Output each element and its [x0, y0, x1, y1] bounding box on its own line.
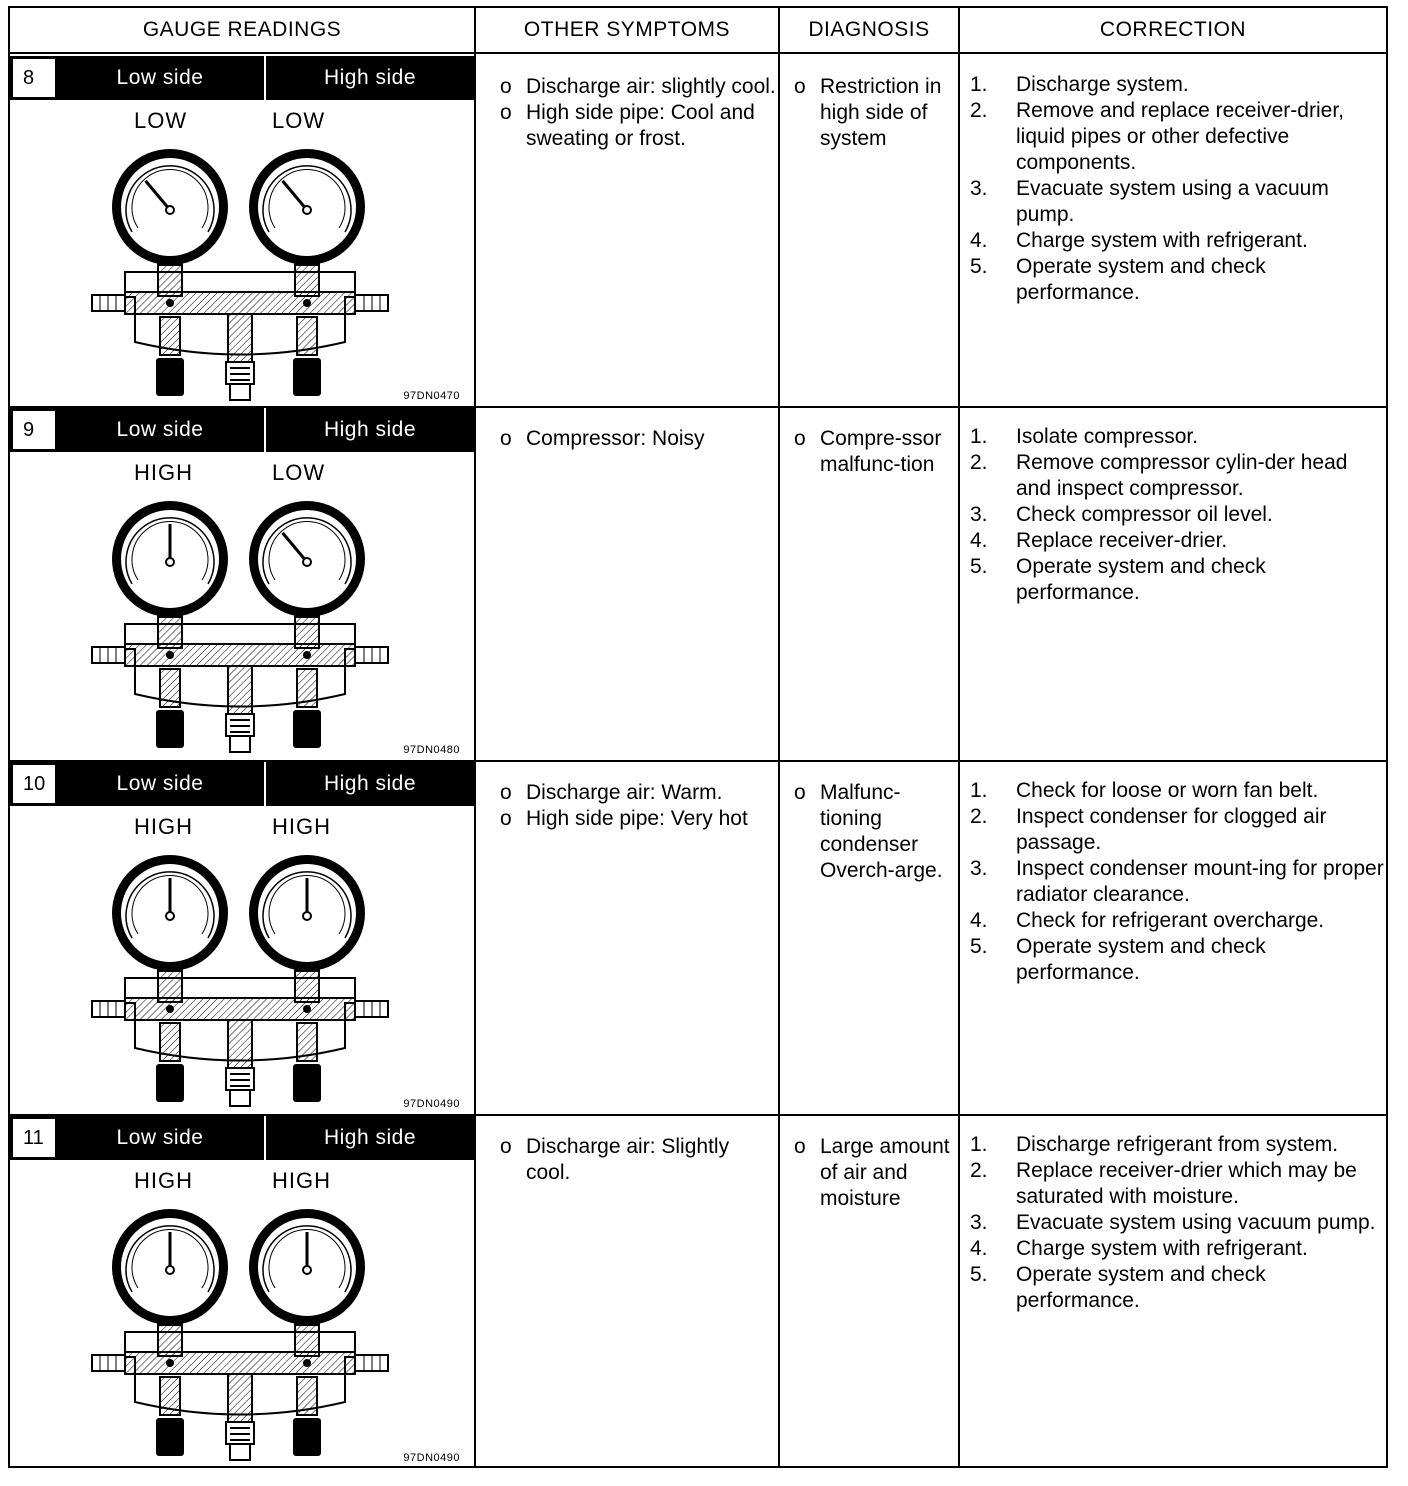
low-gauge-reading: LOW	[134, 108, 188, 133]
step-text: Charge system with refrigerant.	[1016, 229, 1308, 252]
correction-cell	[970, 778, 1384, 1130]
correction-step	[970, 804, 1384, 856]
bullet-marker: o	[794, 1135, 806, 1158]
low-side-label: Low side	[116, 418, 204, 441]
correction-step	[970, 1236, 1384, 1262]
correction-cell	[970, 1132, 1384, 1484]
low-valve-knob	[156, 710, 184, 748]
low-valve-dot	[166, 299, 174, 307]
low-valve-knob	[156, 1418, 184, 1456]
step-text: Discharge refrigerant from system.	[1016, 1133, 1339, 1156]
bullet-marker: o	[794, 781, 806, 804]
correction-step	[970, 98, 1384, 176]
bullet-marker: o	[500, 781, 512, 804]
step-text: Check compressor oil level.	[1016, 503, 1273, 526]
step-text: Evacuate system using a vacuum pump.	[1016, 177, 1329, 226]
low-gauge-stem	[158, 1322, 182, 1356]
bullet-marker: o	[500, 807, 512, 830]
symptom-text: Discharge air: slightly cool.	[526, 75, 776, 98]
manifold-gauge-illustration	[10, 132, 474, 402]
center-hose-nipple	[230, 1444, 250, 1460]
figure-code: 97DN0490	[403, 1098, 460, 1110]
symptom-text: Discharge air: Warm.	[526, 781, 723, 804]
diagnosis-text: Restriction in high side of system	[820, 75, 942, 150]
bullet-marker: o	[794, 427, 806, 450]
correction-step	[970, 856, 1384, 908]
step-number: 3.	[970, 857, 988, 880]
correction-step	[970, 778, 1384, 804]
figure-code: 97DN0480	[403, 744, 460, 756]
symptom-list	[496, 1134, 776, 1186]
low-valve-body	[160, 1377, 180, 1415]
symptom-list	[496, 426, 776, 452]
bullet-marker: o	[500, 101, 512, 124]
high-valve-knob	[293, 710, 321, 748]
low-side-label: Low side	[116, 1126, 204, 1149]
high-valve-knob	[293, 358, 321, 396]
low-valve-dot	[166, 1005, 174, 1013]
low-gauge-stem	[158, 614, 182, 648]
high-valve-dot	[303, 651, 311, 659]
step-text: Discharge system.	[1016, 73, 1189, 96]
high-valve-body	[297, 1023, 317, 1061]
symptom-item	[496, 1134, 776, 1186]
center-passage	[228, 666, 252, 714]
step-text: Operate system and check performance.	[1016, 555, 1266, 604]
correction-step	[970, 424, 1384, 450]
symptom-item	[496, 100, 776, 152]
low-valve-knob	[156, 1064, 184, 1102]
correction-step	[970, 1132, 1384, 1158]
center-hose-nipple	[230, 1090, 250, 1106]
step-number: 2.	[970, 99, 988, 122]
low-gauge-reading: HIGH	[134, 1168, 193, 1193]
high-gauge-reading: HIGH	[272, 814, 331, 839]
high-valve-dot	[303, 1005, 311, 1013]
symptom-item	[496, 780, 776, 806]
high-gauge-stem	[295, 968, 319, 1002]
correction-list	[970, 1132, 1384, 1314]
high-gauge-reading: LOW	[272, 460, 326, 485]
correction-step	[970, 908, 1384, 934]
low-valve-body	[160, 317, 180, 355]
symptom-text: Compressor: Noisy	[526, 427, 705, 450]
row-number: 8	[12, 58, 56, 98]
diagnosis-item	[790, 74, 956, 152]
high-valve-dot	[303, 1359, 311, 1367]
correction-list	[970, 424, 1384, 606]
symptom-item	[496, 426, 776, 452]
other-symptoms-cell	[496, 426, 776, 778]
correction-step	[970, 450, 1384, 502]
step-text: Inspect condenser mount-ing for proper radiator clearance.	[1016, 857, 1384, 906]
step-number: 5.	[970, 1263, 988, 1286]
low-gauge-stem	[158, 262, 182, 296]
high-gauge-stem	[295, 614, 319, 648]
center-passage	[228, 1374, 252, 1422]
high-side-label: High side	[323, 418, 417, 441]
correction-step	[970, 228, 1384, 254]
step-number: 2.	[970, 805, 988, 828]
table-row	[10, 762, 1386, 1114]
diagnosis-item	[790, 426, 956, 478]
step-number: 3.	[970, 1211, 988, 1234]
correction-step	[970, 1210, 1384, 1236]
row-number: 11	[12, 1118, 56, 1158]
low-gauge-reading: HIGH	[134, 460, 193, 485]
bullet-marker: o	[500, 75, 512, 98]
low-valve-dot	[166, 651, 174, 659]
other-symptoms-cell	[496, 1134, 776, 1486]
diagnosis-cell	[790, 426, 956, 778]
low-gauge-stem	[158, 968, 182, 1002]
step-number: 5.	[970, 555, 988, 578]
step-number: 4.	[970, 1237, 988, 1260]
table-header	[10, 8, 1386, 54]
step-number: 2.	[970, 1159, 988, 1182]
step-number: 4.	[970, 909, 988, 932]
correction-step	[970, 1262, 1384, 1314]
gauge-readings-cell	[10, 408, 474, 760]
high-side-label: High side	[323, 772, 417, 795]
step-number: 3.	[970, 177, 988, 200]
step-number: 2.	[970, 451, 988, 474]
high-gauge-stem	[295, 262, 319, 296]
gauge-readings-cell	[10, 762, 474, 1114]
high-valve-knob	[293, 1064, 321, 1102]
center-passage	[228, 314, 252, 362]
manifold-gauge-illustration	[10, 484, 474, 754]
other-symptoms-cell	[496, 780, 776, 1132]
troubleshooting-table	[8, 6, 1388, 1468]
header-other-symptoms: OTHER SYMPTOMS	[523, 18, 731, 41]
other-symptoms-cell	[496, 74, 776, 424]
bullet-marker: o	[500, 427, 512, 450]
symptom-list	[496, 780, 776, 832]
step-text: Remove and replace receiver-drier, liquid pipes or other defective components.	[1016, 99, 1344, 174]
gauge-label-bar	[10, 56, 474, 100]
step-number: 1.	[970, 73, 988, 96]
high-gauge-reading: HIGH	[272, 1168, 331, 1193]
high-gauge-reading: LOW	[272, 108, 326, 133]
step-number: 5.	[970, 935, 988, 958]
bullet-marker: o	[500, 1135, 512, 1158]
step-number: 4.	[970, 229, 988, 252]
diagnosis-cell	[790, 780, 956, 1132]
symptom-item	[496, 74, 776, 100]
diagnosis-text: Malfunc-tioning condenser Overch-arge.	[820, 781, 943, 882]
correction-step	[970, 1158, 1384, 1210]
high-valve-body	[297, 317, 317, 355]
high-valve-body	[297, 1377, 317, 1415]
table-row	[10, 408, 1386, 760]
gauge-label-bar	[10, 408, 474, 452]
correction-step	[970, 934, 1384, 986]
step-number: 1.	[970, 779, 988, 802]
step-text: Check for refrigerant overcharge.	[1016, 909, 1325, 932]
header-correction: CORRECTION	[1099, 18, 1247, 41]
figure-code: 97DN0490	[403, 1452, 460, 1464]
low-side-label: Low side	[116, 772, 204, 795]
low-valve-dot	[166, 1359, 174, 1367]
center-hose-nipple	[230, 384, 250, 400]
high-valve-dot	[303, 299, 311, 307]
step-text: Inspect condenser for clogged air passage.	[1016, 805, 1327, 854]
low-side-label: Low side	[116, 66, 204, 89]
step-text: Operate system and check performance.	[1016, 255, 1266, 304]
high-valve-knob	[293, 1418, 321, 1456]
high-gauge-stem	[295, 1322, 319, 1356]
correction-step	[970, 254, 1384, 306]
step-text: Isolate compressor.	[1016, 425, 1199, 448]
correction-cell	[970, 72, 1384, 422]
step-text: Remove compressor cylin-der head and inspect compressor.	[1016, 451, 1348, 500]
diagnosis-cell	[790, 1134, 956, 1486]
step-text: Operate system and check performance.	[1016, 935, 1266, 984]
correction-step	[970, 176, 1384, 228]
figure-code: 97DN0470	[403, 390, 460, 402]
correction-cell	[970, 424, 1384, 776]
center-hose-nipple	[230, 736, 250, 752]
symptom-text: Discharge air: Slightly cool.	[526, 1135, 730, 1184]
low-valve-body	[160, 1023, 180, 1061]
header-gauge-readings: GAUGE READINGS	[142, 18, 342, 41]
step-text: Replace receiver-drier which may be saturated with moisture.	[1016, 1159, 1357, 1208]
correction-step	[970, 502, 1384, 528]
table-row	[10, 56, 1386, 406]
step-text: Replace receiver-drier.	[1016, 529, 1228, 552]
table-row	[10, 1116, 1386, 1468]
step-number: 1.	[970, 1133, 988, 1156]
diagnosis-text: Compre-ssor malfunc-tion	[820, 427, 942, 476]
gauge-label-bar	[10, 762, 474, 806]
gauge-readings-cell	[10, 1116, 474, 1468]
step-number: 3.	[970, 503, 988, 526]
row-number: 10	[12, 764, 56, 804]
step-text: Operate system and check performance.	[1016, 1263, 1266, 1312]
diagnosis-text: Large amount of air and moisture	[820, 1135, 950, 1210]
step-number: 1.	[970, 425, 988, 448]
symptom-text: High side pipe: Cool and sweating or frost.	[526, 101, 755, 150]
gauge-readings-cell	[10, 56, 474, 406]
correction-list	[970, 72, 1384, 306]
correction-step	[970, 528, 1384, 554]
symptom-item	[496, 806, 776, 832]
diagnosis-cell	[790, 74, 956, 424]
symptom-list	[496, 74, 776, 152]
low-valve-knob	[156, 358, 184, 396]
symptom-text: High side pipe: Very hot	[526, 807, 748, 830]
correction-list	[970, 778, 1384, 986]
gauge-label-bar	[10, 1116, 474, 1160]
high-side-label: High side	[323, 66, 417, 89]
manifold-gauge-illustration	[10, 1192, 474, 1462]
center-passage	[228, 1020, 252, 1068]
high-side-label: High side	[323, 1126, 417, 1149]
low-valve-body	[160, 669, 180, 707]
low-gauge-reading: HIGH	[134, 814, 193, 839]
manifold-gauge-illustration	[10, 838, 474, 1108]
correction-step	[970, 72, 1384, 98]
step-number: 5.	[970, 255, 988, 278]
diagnosis-item	[790, 780, 956, 884]
step-text: Charge system with refrigerant.	[1016, 1237, 1308, 1260]
header-diagnosis: DIAGNOSIS	[808, 18, 930, 41]
diagnosis-item	[790, 1134, 956, 1212]
high-valve-body	[297, 669, 317, 707]
step-number: 4.	[970, 529, 988, 552]
row-number: 9	[12, 410, 56, 450]
step-text: Evacuate system using vacuum pump.	[1016, 1211, 1376, 1234]
step-text: Check for loose or worn fan belt.	[1016, 779, 1319, 802]
correction-step	[970, 554, 1384, 606]
bullet-marker: o	[794, 75, 806, 98]
